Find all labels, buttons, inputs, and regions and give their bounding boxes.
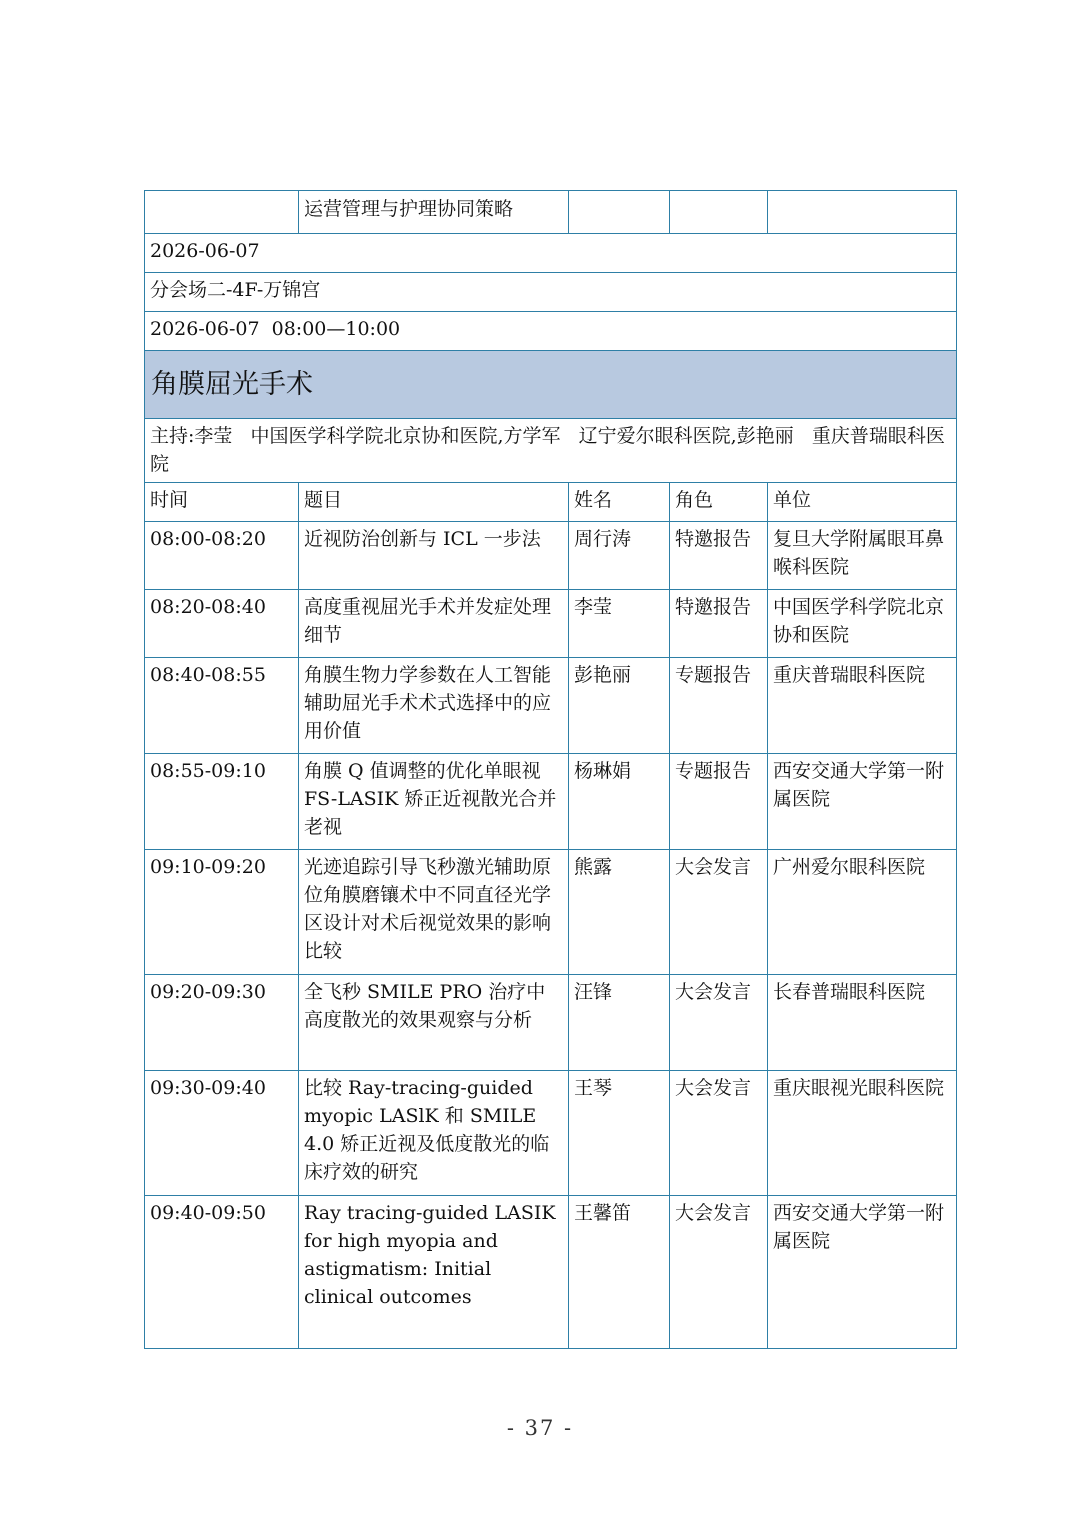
- role-cell: 特邀报告: [670, 590, 768, 658]
- date-cell: 2026-06-07: [145, 234, 957, 273]
- table-row: [145, 522, 957, 590]
- header-row: [145, 483, 957, 522]
- venue-cell: 分会场二-4F-万锦宫: [145, 273, 957, 312]
- role-cell: [670, 191, 768, 234]
- table-row: [145, 590, 957, 658]
- topic-cell: 近视防治创新与 ICL 一步法: [299, 522, 569, 590]
- topic-cell: 光迹追踪引导飞秒激光辅助原位角膜磨镶术中不同直径光学区设计对术后视觉效果的影响比较: [299, 850, 569, 975]
- hosts-cell: 主持:李莹 中国医学科学院北京协和医院,方学军 辽宁爱尔眼科医院,彭艳丽 重庆普瑞眼科医院: [145, 419, 957, 483]
- time-cell: 08:20-08:40: [145, 590, 299, 658]
- session-time-cell: 2026-06-07 08:00—10:00: [145, 312, 957, 351]
- continued-row: [145, 191, 957, 234]
- topic-cell: 运营管理与护理协同策略: [299, 191, 569, 234]
- name-cell: 王琴: [569, 1071, 670, 1196]
- session-time-row: [145, 312, 957, 351]
- header-time: 时间: [145, 483, 299, 522]
- topic-cell: 高度重视屈光手术并发症处理细节: [299, 590, 569, 658]
- topic-cell: Ray tracing-guided LASIK for high myopia and astigmatism: Initial clinical outcomes: [299, 1196, 569, 1349]
- topic-cell: 角膜 Q 值调整的优化单眼视 FS-LASIK 矫正近视散光合并老视: [299, 754, 569, 850]
- role-cell: 大会发言: [670, 1196, 768, 1349]
- topic-cell: 比较 Ray-tracing-guided myopic LASlK 和 SMILE 4.0 矫正近视及低度散光的临床疗效的研究: [299, 1071, 569, 1196]
- schedule-table: [144, 190, 957, 1349]
- name-cell: 周行涛: [569, 522, 670, 590]
- header-role: 角色: [670, 483, 768, 522]
- time-cell: 09:40-09:50: [145, 1196, 299, 1349]
- table-row: [145, 658, 957, 754]
- name-cell: 熊露: [569, 850, 670, 975]
- time-cell: 08:00-08:20: [145, 522, 299, 590]
- unit-cell: 复旦大学附属眼耳鼻喉科医院: [768, 522, 957, 590]
- time-cell: [145, 191, 299, 234]
- unit-cell: 中国医学科学院北京协和医院: [768, 590, 957, 658]
- session-title-row: [145, 351, 957, 419]
- header-unit: 单位: [768, 483, 957, 522]
- unit-cell: 重庆眼视光眼科医院: [768, 1071, 957, 1196]
- unit-cell: 重庆普瑞眼科医院: [768, 658, 957, 754]
- unit-cell: 西安交通大学第一附属医院: [768, 754, 957, 850]
- hosts-row: [145, 419, 957, 483]
- header-name: 姓名: [569, 483, 670, 522]
- name-cell: [569, 191, 670, 234]
- topic-cell: 角膜生物力学参数在人工智能辅助屈光手术术式选择中的应用价值: [299, 658, 569, 754]
- unit-cell: 广州爱尔眼科医院: [768, 850, 957, 975]
- role-cell: 大会发言: [670, 850, 768, 975]
- table-row: [145, 850, 957, 975]
- venue-row: [145, 273, 957, 312]
- name-cell: 李莹: [569, 590, 670, 658]
- table-row: [145, 975, 957, 1071]
- name-cell: 汪锋: [569, 975, 670, 1071]
- time-cell: 09:10-09:20: [145, 850, 299, 975]
- time-cell: 08:40-08:55: [145, 658, 299, 754]
- role-cell: 大会发言: [670, 975, 768, 1071]
- table-row: [145, 1071, 957, 1196]
- time-cell: 09:20-09:30: [145, 975, 299, 1071]
- name-cell: 王馨笛: [569, 1196, 670, 1349]
- session-title: 角膜屈光手术: [145, 351, 957, 419]
- role-cell: 特邀报告: [670, 522, 768, 590]
- name-cell: 杨琳娟: [569, 754, 670, 850]
- table-row: [145, 1196, 957, 1349]
- time-cell: 08:55-09:10: [145, 754, 299, 850]
- unit-cell: 长春普瑞眼科医院: [768, 975, 957, 1071]
- header-topic: 题目: [299, 483, 569, 522]
- topic-cell: 全飞秒 SMILE PRO 治疗中高度散光的效果观察与分析: [299, 975, 569, 1071]
- time-cell: 09:30-09:40: [145, 1071, 299, 1196]
- role-cell: 大会发言: [670, 1071, 768, 1196]
- unit-cell: 西安交通大学第一附属医院: [768, 1196, 957, 1349]
- unit-cell: [768, 191, 957, 234]
- page-number: - 37 -: [506, 1416, 574, 1440]
- role-cell: 专题报告: [670, 658, 768, 754]
- table-row: [145, 754, 957, 850]
- name-cell: 彭艳丽: [569, 658, 670, 754]
- date-row: [145, 234, 957, 273]
- role-cell: 专题报告: [670, 754, 768, 850]
